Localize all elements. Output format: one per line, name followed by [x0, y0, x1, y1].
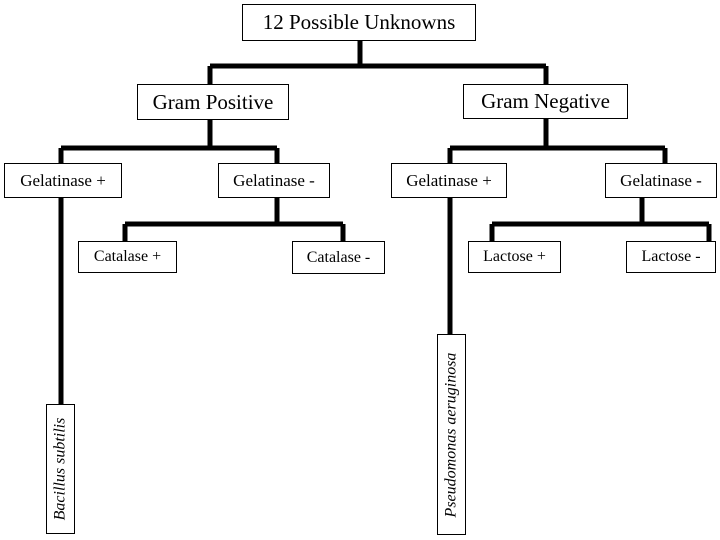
gp-gelatinase-negative-node: Gelatinase -	[218, 163, 330, 198]
connector-gram-negative	[450, 118, 665, 163]
connector-root-gram	[210, 40, 546, 84]
gram-negative-node: Gram Negative	[463, 84, 628, 119]
bacillus-subtilis-label: Bacillus subtilis	[51, 417, 69, 521]
connector-gn-gelatinase-neg	[492, 198, 709, 241]
gp-gelatinase-positive-node: Gelatinase +	[4, 163, 122, 198]
pseudomonas-aeruginosa-node	[437, 334, 466, 535]
root-node: 12 Possible Unknowns	[242, 4, 476, 41]
lactose-negative-node: Lactose -	[626, 241, 716, 273]
gram-positive-node: Gram Positive	[137, 84, 289, 120]
connector-gram-positive	[61, 120, 277, 163]
bacillus-subtilis-node	[46, 404, 75, 534]
connector-gp-gelatinase-neg	[125, 198, 343, 241]
pseudomonas-aeruginosa-label: Pseudomonas aeruginosa	[442, 352, 460, 517]
catalase-negative-node: Catalase -	[292, 241, 385, 274]
lactose-positive-node: Lactose +	[468, 241, 561, 273]
gn-gelatinase-positive-node: Gelatinase +	[391, 163, 507, 198]
gn-gelatinase-negative-node: Gelatinase -	[605, 163, 717, 198]
catalase-positive-node: Catalase +	[78, 241, 177, 273]
